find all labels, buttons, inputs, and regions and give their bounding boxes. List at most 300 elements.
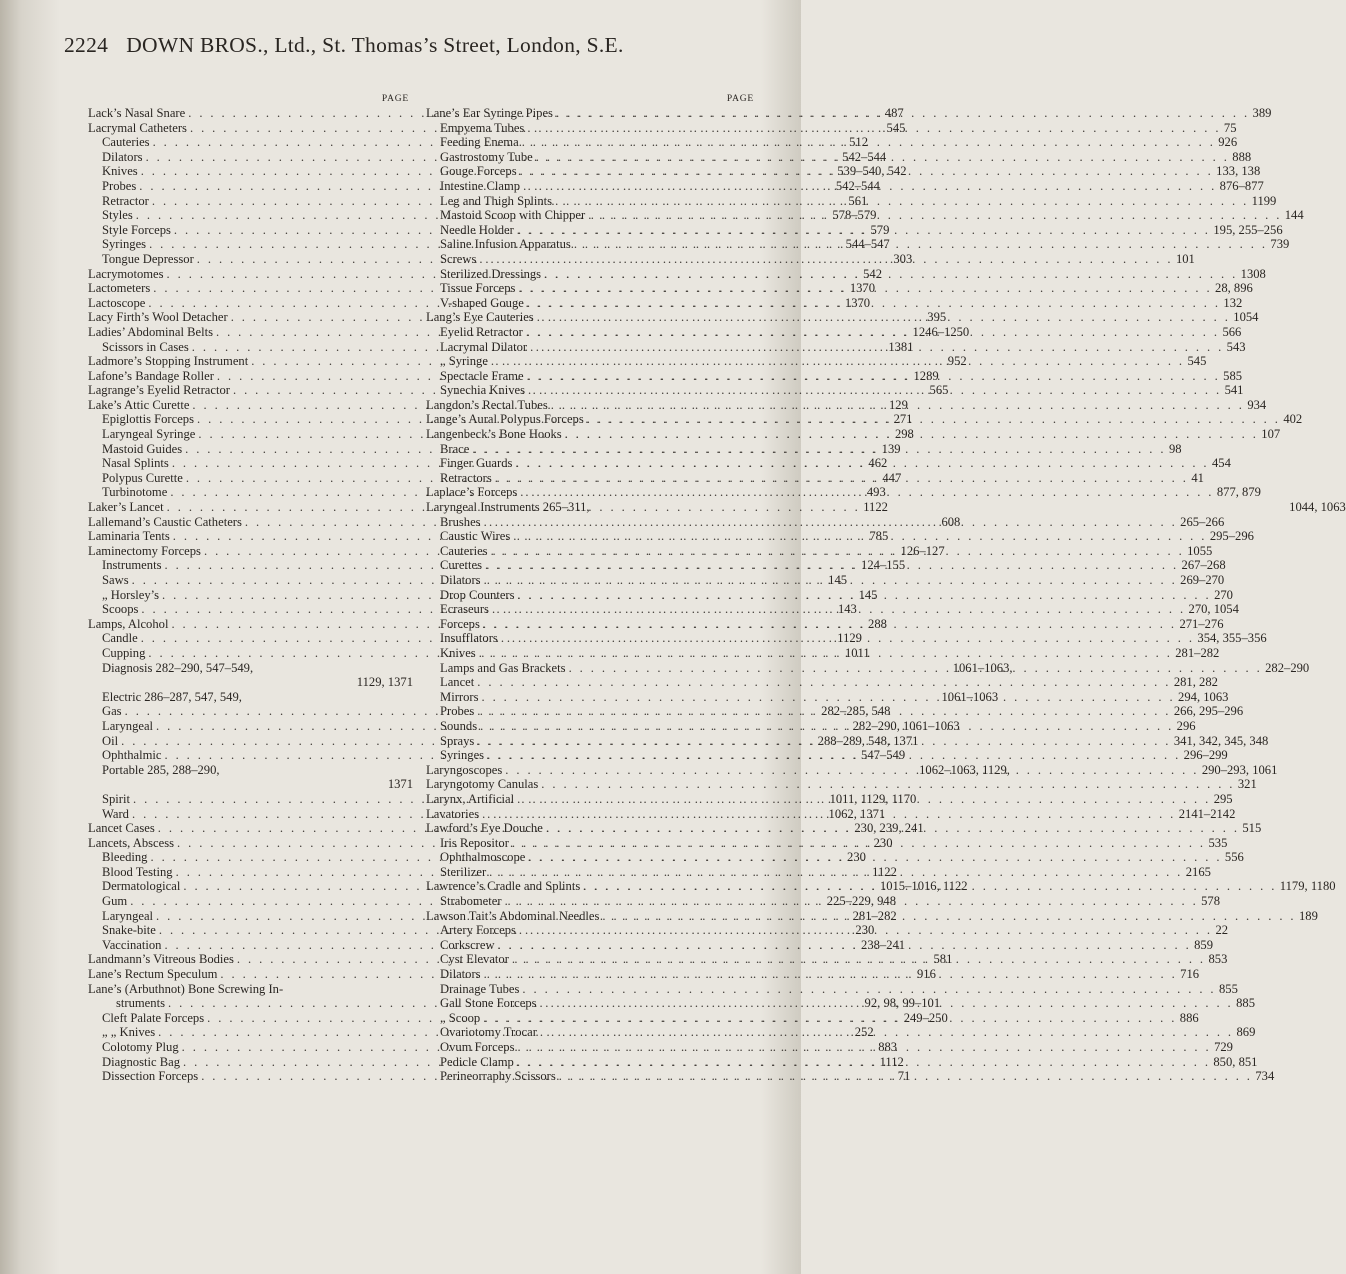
leader-dots: [588, 208, 1282, 223]
leader-dots: [477, 704, 1171, 719]
page-column-heading: PAGE: [726, 94, 754, 104]
entry-label: Scoops: [102, 602, 139, 617]
leader-dots: [540, 996, 1234, 1011]
entry-label: Dissection Forceps: [102, 1069, 199, 1084]
leader-dots: [522, 982, 1216, 997]
entry-page-ref: 296–299: [1183, 748, 1228, 763]
entry-page-ref: 886: [1179, 1010, 1199, 1025]
entry-label: Ovum Forceps: [440, 1040, 515, 1054]
entry-page-ref: 41: [1191, 470, 1204, 485]
leader-dots: [559, 1069, 1253, 1084]
entry-page-ref: 132: [1223, 295, 1243, 310]
entry-page-ref: 2141–2142: [1178, 806, 1236, 821]
entry-label: Curettes: [440, 558, 482, 573]
entry-page-ref: 1308: [1240, 266, 1266, 281]
entry-label: „ Syringe: [440, 354, 488, 369]
leader-dots: [481, 690, 1175, 705]
entry-label: Finger Guards: [440, 456, 513, 471]
entry-page-ref: 877, 879: [1216, 485, 1261, 500]
entry-page-ref: 269–270: [1180, 573, 1225, 587]
leader-dots: [484, 967, 1178, 982]
entry-label: Syringes: [440, 748, 485, 763]
entry-page-ref: 579: [870, 222, 890, 237]
entry-page-ref: 578–579: [832, 208, 877, 223]
entry-label: Lacrymal Dilator: [440, 339, 528, 354]
entry-page-ref: 535: [1208, 835, 1228, 850]
entry-label: Spectacle Frame: [440, 368, 524, 383]
entry-label: Saws: [102, 573, 129, 587]
entry-page-ref: 855: [1218, 981, 1238, 996]
entry-page-ref: 1062–1063, 1129,: [919, 762, 1010, 777]
entry-label: Lawson Tait’s Abdominal Needles: [426, 908, 600, 923]
entry-label: Perineorraphy Scissors: [440, 1069, 556, 1084]
entry-label: Syringes: [102, 237, 147, 252]
entry-label: Lake’s Attic Curette: [88, 397, 190, 412]
entry-page-ref: 934: [1247, 397, 1267, 412]
entry-page-ref: 545: [1187, 354, 1207, 369]
entry-label: Gas: [102, 704, 122, 719]
index-entry: [88, 982, 413, 997]
leader-dots: [487, 748, 1181, 763]
entry-label: Dermatological: [102, 879, 181, 894]
entry-page-ref: 341, 342, 345, 348: [1173, 733, 1269, 748]
entry-label: Ovariotomy Trocar: [440, 1025, 537, 1040]
entry-page-ref: 282–290: [1265, 660, 1310, 675]
entry-label: Dilators: [440, 573, 481, 587]
entry-page-ref: 1061–1063,: [952, 660, 1013, 675]
entry-label: Gum: [102, 894, 128, 909]
entry-label: Candle: [102, 631, 138, 646]
entry-page-ref: 296: [1176, 718, 1196, 733]
entry-label: Drainage Tubes: [440, 981, 520, 996]
entry-label: Corkscrew: [440, 937, 495, 952]
index-entry: [426, 675, 1218, 690]
entry-page-ref: 859: [1194, 937, 1214, 952]
entry-label: Needle Holder: [440, 222, 514, 237]
entry-label: Lamps and Gas Brackets: [440, 660, 566, 675]
entry-label: Lagrange’s Eyelid Retractor: [88, 383, 230, 398]
entry-page-ref: 1061–1063: [941, 689, 999, 704]
entry-page-ref: 101: [1175, 251, 1195, 266]
page-number: 2224: [64, 33, 109, 57]
entry-page-ref: 447: [882, 470, 902, 485]
entry-label: Lane’s Ear Syringe Pipes: [426, 106, 553, 120]
leader-dots: [518, 588, 1212, 603]
entry-label: Instruments: [102, 558, 162, 573]
entry-page-ref: 1054: [1233, 310, 1259, 325]
leader-dots: [520, 485, 1214, 500]
page-column-heading: PAGE: [381, 94, 409, 104]
entry-page-ref: 195, 255–256: [1213, 222, 1283, 237]
entry-page-ref: 126–127: [900, 543, 945, 558]
entry-page-ref: 288: [868, 616, 887, 631]
leader-dots: [526, 325, 1220, 340]
entry-label: Laplace’s Forceps: [426, 485, 518, 500]
entry-page-ref: 1246–1250: [912, 324, 970, 339]
leader-dots: [477, 734, 1171, 749]
entry-page-ref: 143: [837, 602, 857, 617]
entry-label: Colotomy Plug: [102, 1040, 179, 1054]
entry-label: Retractor: [102, 193, 149, 208]
entry-page-ref: 98: [1168, 441, 1182, 456]
entry-label: struments: [116, 996, 165, 1011]
entry-label: Saline Infusion Apparatus: [440, 237, 571, 252]
entry-page-ref: 578: [1201, 894, 1221, 909]
entry-label: Portable 285, 288–290,: [102, 762, 220, 777]
entry-label: Cupping: [102, 645, 146, 660]
entry-label: Style Forceps: [102, 222, 171, 237]
leader-dots: [517, 1055, 1211, 1070]
entry-page-ref: 28, 896: [1215, 281, 1253, 296]
entry-page-ref: 850, 851: [1213, 1054, 1258, 1069]
entry-page-ref: 230: [847, 850, 866, 865]
entry-page-ref: 1129, 1371: [356, 675, 413, 690]
leader-dots: [556, 106, 1250, 121]
entry-page-ref: 144: [1284, 208, 1304, 223]
leader-dots: [522, 135, 1216, 150]
entry-label: Lawrence’s Cradle and Splints: [426, 879, 581, 894]
entry-label: Laryngeal Instruments 265–311,: [426, 500, 590, 515]
entry-page-ref: 585: [1223, 368, 1243, 383]
entry-page-ref: 734: [1255, 1069, 1275, 1084]
leader-dots: [528, 850, 1222, 865]
entry-label: Epiglottis Forceps: [102, 412, 194, 427]
entry-label: Laker’s Lancet: [88, 500, 164, 515]
entry-label: Probes: [440, 704, 475, 719]
entry-label: Lacrymal Catheters: [88, 120, 187, 135]
entry-page-ref: 230, 239, 241: [854, 821, 924, 836]
entry-page-ref: 1055: [1187, 543, 1213, 558]
entry-page-ref: 739: [1270, 237, 1290, 252]
entry-page-ref: 1011: [844, 645, 870, 660]
leader-dots: [527, 296, 1221, 311]
entry-page-ref: 716: [1180, 967, 1200, 982]
entry-label: Gall Stone Forceps: [440, 996, 537, 1011]
entry-page-ref: 124–155: [861, 558, 906, 573]
entry-page-ref: 487: [884, 106, 904, 120]
entry-page-ref: 145: [858, 587, 878, 602]
leader-dots: [479, 646, 1173, 661]
entry-page-ref: 1370: [849, 281, 875, 296]
entry-page-ref: 542–544: [842, 149, 887, 164]
entry-page-ref: 581: [933, 952, 953, 967]
leader-dots: [512, 836, 1206, 851]
entry-page-ref: 885: [1236, 996, 1255, 1011]
entry-label: Lamps, Alcohol: [88, 616, 169, 631]
leader-dots: [546, 821, 1240, 836]
entry-label: Knives: [102, 164, 138, 179]
entry-page-ref: 281, 282: [1173, 675, 1218, 690]
entry-label: V-shaped Gouge: [440, 295, 524, 310]
entry-label: Langenbeck’s Bone Hooks: [426, 427, 562, 442]
entry-label: Lane’s Rectum Speculum: [88, 967, 218, 982]
leader-dots: [501, 631, 1195, 646]
entry-label: Laryngeal: [102, 718, 154, 733]
entry-page-ref: 266, 295–296: [1173, 704, 1244, 719]
entry-label: Leg and Thigh Splints: [440, 193, 553, 208]
entry-page-ref: 389: [1252, 106, 1272, 120]
leader-dots: [519, 923, 1213, 938]
entry-label: Artery Forceps: [440, 923, 516, 938]
entry-label: Dilators: [440, 967, 481, 982]
index-entry: [88, 777, 413, 792]
entry-page-ref: 512: [849, 135, 869, 150]
entry-label: Polypus Curette: [102, 470, 183, 485]
entry-page-ref: 395: [927, 310, 947, 325]
entry-page-ref: 515: [1242, 821, 1262, 836]
entry-page-ref: 1122: [872, 864, 897, 879]
entry-label: „ „ Knives: [102, 1025, 156, 1040]
entry-page-ref: 139: [881, 441, 901, 456]
entry-label: Gastrostomy Tube: [440, 149, 533, 164]
entry-label: Diagnosis 282–290, 547–549,: [102, 660, 254, 675]
leader-dots: [477, 675, 1171, 690]
entry-label: Langdon’s Rectal Tubes: [426, 397, 548, 412]
leader-dots: [517, 792, 1211, 807]
entry-label: Lacrymotomes: [88, 266, 164, 281]
entry-page-ref: 252: [854, 1025, 874, 1040]
entry-page-ref: 321: [1237, 777, 1257, 792]
entry-page-ref: 22: [1215, 923, 1229, 938]
entry-page-ref: 295–296: [1209, 529, 1254, 544]
leader-dots: [484, 515, 1178, 530]
leader-dots: [513, 529, 1207, 544]
entry-page-ref: 541: [1224, 383, 1244, 398]
entry-label: Brushes: [440, 514, 481, 529]
leader-dots: [587, 412, 1281, 427]
entry-page-ref: 238–241: [861, 937, 906, 952]
entry-label: Styles: [102, 208, 133, 223]
entry-label: Forceps: [440, 616, 480, 631]
entry-page-ref: 145: [828, 573, 848, 587]
entry-page-ref: 303: [893, 251, 913, 266]
entry-label: Lack’s Nasal Snare: [88, 106, 186, 120]
leader-dots: [527, 121, 1221, 136]
entry-label: Electric 286–287, 547, 549,: [102, 689, 242, 704]
entry-page-ref: 71: [897, 1069, 911, 1084]
leader-dots: [565, 427, 1259, 442]
leader-dots: [483, 1011, 1177, 1026]
entry-page-ref: 729: [1214, 1040, 1233, 1054]
entry-page-ref: 547–549: [861, 748, 906, 763]
leader-dots: [540, 1025, 1234, 1040]
entry-label: Spirit: [102, 791, 130, 806]
entry-page-ref: 869: [1236, 1025, 1256, 1040]
entry-page-ref: 545: [886, 120, 906, 135]
leader-dots: [583, 879, 1277, 894]
entry-page-ref: 282–290, 1061–1063: [852, 718, 960, 733]
entry-page-ref: 539–540, 542: [837, 164, 907, 179]
entry-page-ref: 916: [916, 967, 936, 982]
leader-dots: [517, 223, 1211, 238]
leader-dots: [505, 763, 1199, 778]
entry-page-ref: 561: [848, 193, 868, 208]
leader-dots: [489, 865, 1183, 880]
header-title: DOWN BROS., Ltd., St. Thomas’s Street, London, S.E.: [126, 33, 624, 57]
entry-label: Laryngotomy Canulas: [426, 777, 539, 792]
entry-label: Probes: [102, 178, 137, 193]
entry-label: Scissors in Cases: [102, 339, 189, 354]
entry-page-ref: 271–276: [1179, 616, 1224, 631]
entry-page-ref: 1112: [879, 1054, 904, 1069]
entry-page-ref: 888: [1232, 149, 1252, 164]
index-entry: [426, 777, 1257, 792]
entry-label: Lallemand’s Caustic Catheters: [88, 514, 242, 529]
entry-page-ref: 107: [1261, 427, 1281, 442]
entry-label: Turbinotome: [102, 485, 168, 500]
running-header: [64, 10, 764, 58]
entry-page-ref: 1062, 1371: [828, 806, 886, 821]
leader-dots: [491, 354, 1185, 369]
entry-label: Empyema Tubes: [440, 120, 525, 135]
leader-dots: [541, 777, 1235, 792]
entry-label: Feeding Enema: [440, 135, 519, 150]
leader-dots: [485, 558, 1179, 573]
entry-label: Laryngeal Syringe: [102, 427, 196, 442]
entry-page-ref: 853: [1208, 952, 1228, 967]
entry-label: Ladies’ Abdominal Belts: [88, 324, 213, 339]
entry-label: Tissue Forceps: [440, 281, 516, 296]
entry-label: Lavatories: [426, 806, 480, 821]
entry-label: Knives: [440, 645, 476, 660]
entry-page-ref: 565: [929, 383, 949, 398]
entry-page-ref: 1015–1016, 1122: [879, 879, 968, 894]
entry-label: Pedicle Clamp: [440, 1054, 514, 1069]
entry-page-ref: 608: [941, 514, 961, 529]
entry-label: Laryngeal: [102, 908, 154, 923]
entry-page-ref: 270, 1054: [1188, 602, 1239, 617]
entry-label: Ecraseurs: [440, 602, 489, 617]
entry-page-ref: 230: [855, 923, 875, 938]
entry-page-ref: 1381: [888, 339, 914, 354]
entry-page-ref: 267–268: [1181, 558, 1226, 573]
entry-label: Vaccination: [102, 937, 162, 952]
entry-page-ref: 129: [888, 397, 908, 412]
entry-page-ref: 1370: [844, 295, 871, 310]
entry-label: Lane’s (Arbuthnot) Bone Screwing In-: [88, 981, 284, 996]
entry-page-ref: 189: [1298, 908, 1318, 923]
entry-label: Iris Repositor: [440, 835, 509, 850]
entry-page-ref: 785: [869, 529, 889, 544]
entry-label: Cauteries: [440, 543, 488, 558]
leader-dots: [505, 894, 1199, 909]
entry-label: Lancet Cases: [88, 821, 155, 836]
leader-dots: [479, 252, 1173, 267]
entry-label: Lancets, Abscess: [88, 835, 175, 850]
entry-page-ref: 1129: [837, 631, 862, 646]
entry-page-ref: 230: [873, 835, 893, 850]
entry-page-ref: 1179, 1180: [1279, 879, 1336, 894]
entry-label: Lactoscope: [88, 295, 146, 310]
entry-page-ref: 75: [1223, 120, 1237, 135]
leader-dots: [518, 1040, 1212, 1055]
leader-dots: [482, 807, 1176, 822]
entry-label: Ladmore’s Stopping Instrument: [88, 354, 249, 369]
entry-page-ref: 288–289, 548, 1371: [817, 733, 919, 748]
entry-page-ref: 270: [1214, 587, 1233, 602]
entry-page-ref: 2165: [1185, 864, 1211, 879]
entry-page-ref: 542–544: [835, 178, 880, 193]
leader-dots: [520, 164, 1214, 179]
entry-page-ref: 282–285, 548: [821, 704, 891, 719]
page-edge-shadow-left: [0, 0, 60, 1274]
entry-page-ref: 566: [1222, 324, 1242, 339]
entry-label: Cleft Palate Forceps: [102, 1010, 205, 1025]
leader-dots: [527, 369, 1221, 384]
leader-dots: [492, 602, 1186, 617]
leader-dots: [518, 281, 1212, 296]
entry-page-ref: 354, 355–356: [1197, 631, 1267, 646]
entry-page-ref: 298: [894, 427, 914, 442]
entry-label: Retractors: [440, 470, 492, 485]
entry-label: Sterilizer: [440, 864, 487, 879]
leader-dots: [569, 661, 1263, 676]
entry-label: Nasal Splints: [102, 456, 169, 471]
entry-label: Lactometers: [88, 281, 151, 296]
leader-dots: [544, 267, 1238, 282]
leader-dots: [512, 952, 1206, 967]
index-entry: [88, 675, 413, 690]
entry-label: Sprays: [440, 733, 475, 748]
entry-page-ref: 1044, 1063: [1289, 500, 1346, 515]
entry-label: Ophthalmoscope: [440, 850, 526, 865]
entry-page-ref: 543: [1226, 339, 1246, 354]
entry-label: Dilators: [102, 149, 143, 164]
entry-label: Brace: [440, 441, 470, 456]
entry-label: Laminectomy Forceps: [88, 543, 201, 558]
entry-page-ref: 462: [868, 456, 888, 471]
leader-dots: [523, 179, 1217, 194]
entry-label: Ophthalmic: [102, 748, 162, 763]
entry-label: Bleeding: [102, 850, 148, 865]
leader-dots: [555, 194, 1249, 209]
leader-dots: [528, 383, 1222, 398]
entry-label: Strabometer: [440, 894, 502, 909]
entry-page-ref: 542: [863, 266, 882, 281]
leader-dots: [574, 237, 1268, 252]
entry-label: Lawford’s Eye Douche: [426, 821, 543, 836]
entry-label: Oil: [102, 733, 119, 748]
entry-label: Lang’s Eye Cauteries: [426, 310, 534, 325]
entry-label: Blood Testing: [102, 864, 173, 879]
entry-label: Diagnostic Bag: [102, 1054, 180, 1069]
entry-label: Screws: [440, 251, 477, 266]
entry-page-ref: 402: [1283, 412, 1303, 427]
entry-label: Gouge Forceps: [440, 164, 517, 179]
entry-label: Laminaria Tents: [88, 529, 170, 544]
entry-page-ref: 1011, 1129, 1170: [829, 791, 917, 806]
entry-label: Intestine Clamp: [440, 178, 521, 193]
entry-page-ref: 92, 98, 99–101: [864, 996, 941, 1011]
entry-label: Sterilized Dressings: [440, 266, 542, 281]
leader-dots: [530, 340, 1224, 355]
entry-page-ref: 133, 138: [1216, 164, 1261, 179]
entry-label: Lancet: [440, 675, 475, 690]
leader-dots: [472, 442, 1166, 457]
entry-label: „ Scoop: [440, 1010, 481, 1025]
entry-page-ref: 454: [1211, 456, 1231, 471]
entry-label: Ward: [102, 806, 129, 821]
entry-page-ref: 1122: [863, 500, 888, 515]
index-entry: [426, 981, 1238, 997]
entry-label: Mastoid Guides: [102, 441, 183, 456]
entry-label: Lacy Firth’s Wool Detacher: [88, 310, 228, 325]
entry-label: Lafone’s Bandage Roller: [88, 368, 214, 383]
entry-page-ref: 876–877: [1219, 178, 1264, 193]
entry-page-ref: 281–282: [852, 908, 897, 923]
entry-label: Synechia Knives: [440, 383, 525, 398]
entry-label: Caustic Wires: [440, 529, 511, 544]
